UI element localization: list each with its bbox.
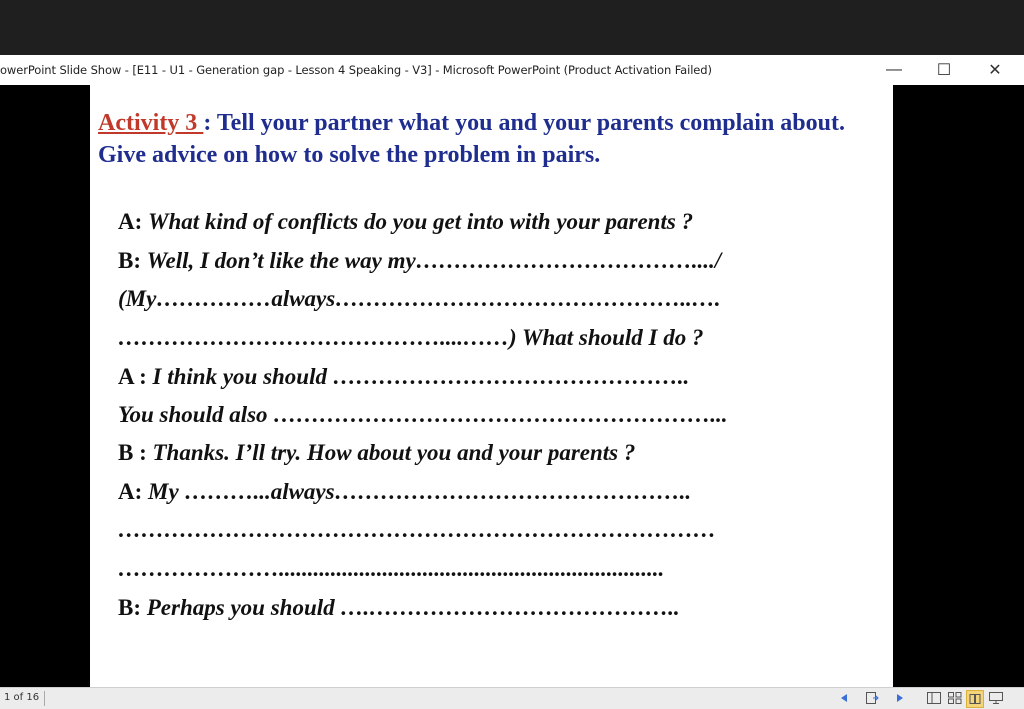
heading-text: : Tell your partner what you and your parents complain about. Give advice on how to solve the problem in pairs. bbox=[98, 110, 845, 168]
maximize-icon: ☐ bbox=[936, 62, 952, 79]
dialogue-line bbox=[118, 517, 716, 543]
speaker-label: B : bbox=[118, 440, 153, 465]
dialogue-line bbox=[118, 479, 691, 505]
line-text: Perhaps you should ….………………………………….. bbox=[146, 595, 680, 620]
previous-arrow-icon[interactable] bbox=[836, 690, 852, 706]
line-text: (My……………always………………………………………..…. bbox=[118, 286, 721, 311]
dialogue-line bbox=[118, 209, 693, 235]
minimize-button[interactable] bbox=[871, 55, 917, 85]
status-separator bbox=[44, 691, 45, 706]
slide-counter: 1 of 16 bbox=[4, 692, 40, 703]
speaker-label: A : bbox=[118, 364, 153, 389]
line-text: What kind of conflicts do you get into with your parents ? bbox=[148, 209, 694, 234]
speaker-label: A: bbox=[118, 209, 149, 234]
close-button[interactable] bbox=[972, 55, 1018, 85]
dialogue-line bbox=[118, 325, 704, 351]
dialogue-line bbox=[118, 556, 664, 582]
line-text: …………………................................................................... bbox=[118, 556, 665, 581]
window-titlebar bbox=[0, 55, 1024, 85]
line-text: Thanks. I’ll try. How about you and your parents ? bbox=[152, 440, 636, 465]
maximize-button[interactable] bbox=[921, 55, 967, 85]
line-text: My ………...always……………………………………….. bbox=[148, 479, 692, 504]
next-arrow-icon[interactable] bbox=[892, 690, 908, 706]
dialogue-line bbox=[118, 248, 721, 274]
window-title: owerPoint Slide Show - [E11 - U1 - Generation gap - Lesson 4 Speaking - V3] - Microsoft PowerPoint (Product Activation Failed) bbox=[0, 63, 712, 77]
dialogue-line bbox=[118, 595, 680, 621]
dialogue-line bbox=[118, 364, 689, 390]
dialogue-line bbox=[118, 286, 720, 312]
slide-heading bbox=[98, 107, 878, 171]
speaker-label: A: bbox=[118, 479, 149, 504]
speaker-label: B: bbox=[118, 248, 147, 273]
reading-view-icon[interactable] bbox=[966, 690, 984, 708]
screen-top-bar bbox=[0, 0, 1024, 55]
slideshow-icon[interactable] bbox=[988, 690, 1004, 706]
dialogue-line bbox=[118, 402, 728, 428]
dialogue-line bbox=[118, 440, 635, 466]
speaker-label: B: bbox=[118, 595, 147, 620]
slide-sorter-icon[interactable] bbox=[947, 690, 963, 706]
line-text: ……………………………………....……) What should I do ? bbox=[118, 325, 704, 350]
line-text: You should also …………………………………………………... bbox=[118, 402, 728, 427]
line-text: …………………………………………………………………… bbox=[118, 517, 716, 542]
minimize-icon: — bbox=[886, 61, 902, 78]
line-text: I think you should ……………………………………….. bbox=[152, 364, 690, 389]
slideshow-stage[interactable] bbox=[0, 85, 1024, 687]
slide[interactable] bbox=[90, 85, 893, 687]
normal-view-icon[interactable] bbox=[926, 690, 942, 706]
activity-label: Activity 3 bbox=[98, 110, 204, 136]
menu-icon[interactable] bbox=[864, 690, 880, 706]
status-bar bbox=[0, 687, 1024, 709]
close-icon: ✕ bbox=[988, 62, 1002, 79]
line-text: Well, I don’t like the way my………………………………..../ bbox=[146, 248, 722, 273]
